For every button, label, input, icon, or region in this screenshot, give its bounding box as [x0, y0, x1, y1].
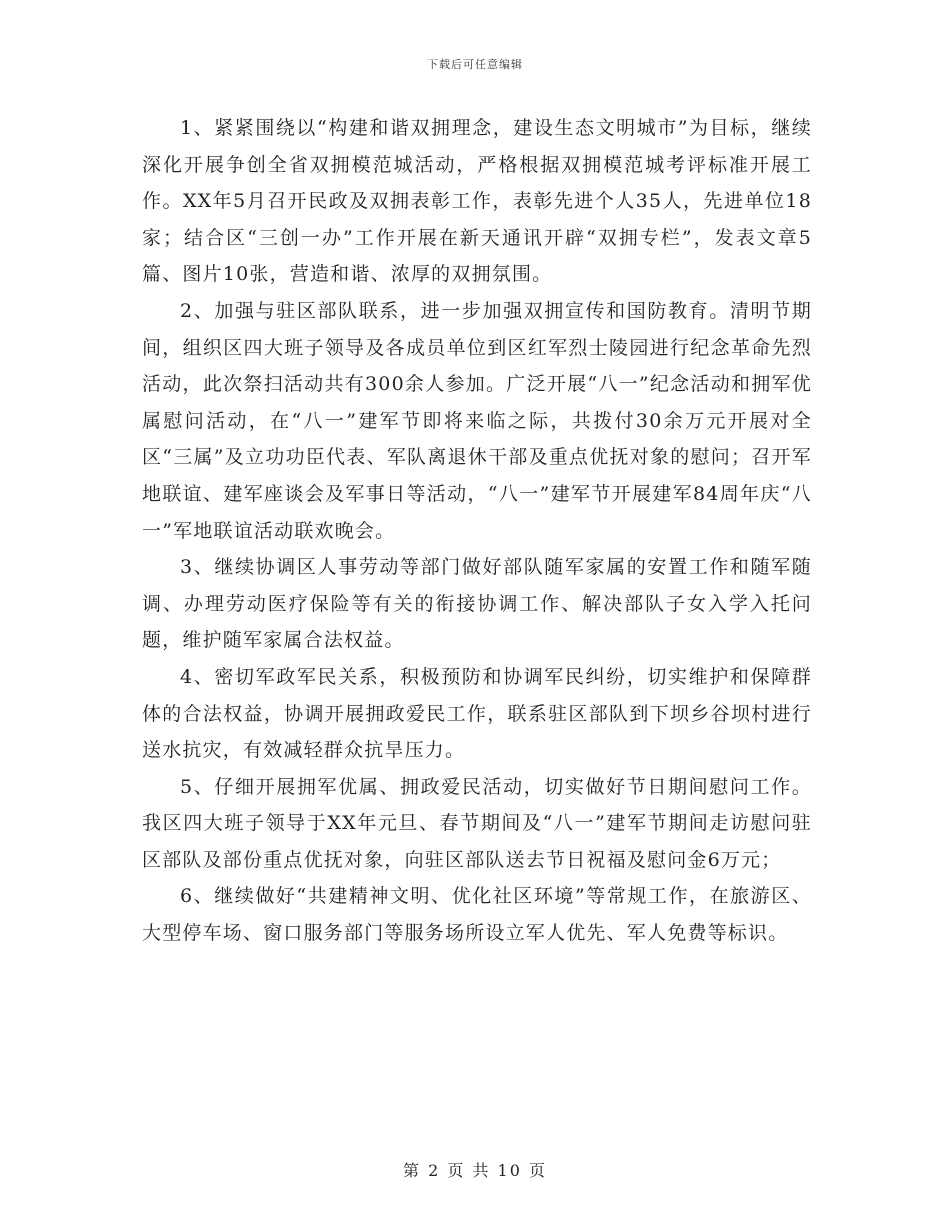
- paragraph-2: 2、加强与驻区部队联系，进一步加强双拥宣传和国防教育。清明节期间，组织区四大班子领导及各成员单位到区红军烈士陵园进行纪念革命先烈活动，此次祭扫活动共有300余人参加。广泛开展“八一”纪念活动和拥军优属慰问活动，在“八一”建军节即将来临之际，共拨付30余万元开展对全区“三属”及立功功臣代表、军队离退休干部及重点优抚对象的慰问；召开军地联谊、建军座谈会及军事日等活动，“八一”建军节开展建军84周年庆“八一”军地联谊活动联欢晚会。: [142, 299, 812, 542]
- paragraph-1: 1、紧紧围绕以“构建和谐双拥理念，建设生态文明城市”为目标，继续深化开展争创全省双拥模范城活动，严格根据双拥模范城考评标准开展工作。XX年5月召开民政及双拥表彰工作，表彰先进个人35人，先进单位18家；结合区“三创一办”工作开展在新天通讯开辟“双拥专栏”，发表文章5篇、图片10张，营造和谐、浓厚的双拥氛围。: [142, 117, 812, 286]
- page-header: 下载后可任意编辑: [427, 58, 523, 71]
- page-footer: 第 2 页 共 10 页: [403, 1161, 547, 1180]
- paragraph-4: 4、密切军政军民关系，积极预防和协调军民纠纷，切实维护和保障群体的合法权益，协调开展拥政爱民工作，联系驻区部队到下坝乡谷坝村进行送水抗灾，有效减轻群众抗旱压力。: [142, 665, 812, 762]
- paragraph-6: 6、继续做好“共建精神文明、优化社区环境”等常规工作，在旅游区、大型停车场、窗口服务部门等服务场所设立军人优先、军人免费等标识。: [142, 885, 812, 945]
- paragraph-5: 5、仔细开展拥军优属、拥政爱民活动，切实做好节日期间慰问工作。我区四大班子领导于XX年元旦、春节期间及“八一”建军节期间走访慰问驻区部队及部份重点优抚对象，向驻区部队送去节日祝福及慰问金6万元；: [142, 775, 812, 871]
- document-body: [142, 110, 812, 952]
- paragraph-3: 3、继续协调区人事劳动等部门做好部队随军家属的安置工作和随军随调、办理劳动医疗保险等有关的衔接协调工作、解决部队子女入学入托问题，维护随军家属合法权益。: [142, 556, 812, 652]
